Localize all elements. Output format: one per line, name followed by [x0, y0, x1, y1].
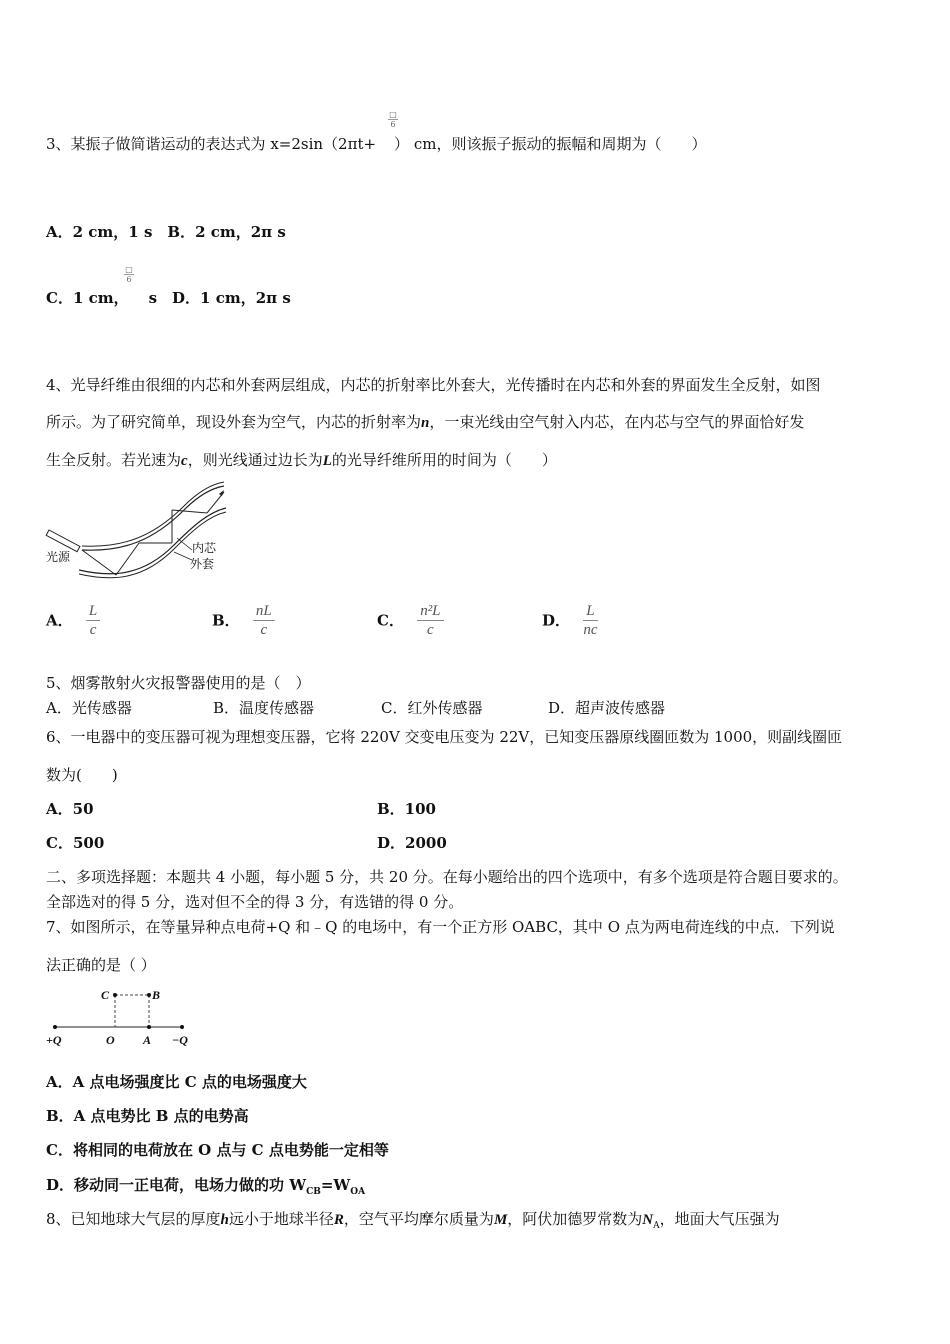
question-4-option-b	[212, 602, 275, 639]
label-minus-q: −Q	[172, 1033, 188, 1047]
figure-label-core: 内芯	[192, 541, 217, 555]
question-4-option-a	[46, 602, 100, 639]
stem-text: ，则光线通过边长为	[187, 451, 323, 469]
stem-text: ，空气平均摩尔质量为	[343, 1210, 494, 1228]
fraction-numerator: □	[389, 110, 397, 119]
fraction-denominator: 6	[126, 275, 132, 284]
fraction-denominator: c	[427, 622, 434, 638]
stem-text: ，阿伏加德罗常数为	[507, 1210, 643, 1228]
fraction-pi-over-6	[388, 110, 398, 129]
variable-l: L	[322, 453, 332, 469]
option-letter: A．	[46, 611, 73, 630]
question-7-line-1: 7、如图所示，在等量异种点电荷+Q 和﹣Q 的电场中，有一个正方形 OABC，其中 O 点为两电荷连线的中点．下列说	[46, 918, 835, 936]
fraction-denominator: c	[260, 622, 268, 638]
option-c-text: C．1 cm，	[46, 289, 129, 307]
question-6-option-c: C．500	[46, 834, 105, 852]
question-7-option-b: B．A 点电势比 B 点的电势高	[46, 1107, 249, 1125]
stem-text: 3、某振子做简谐运动的表达式为 x=2sin（2πt+	[46, 135, 377, 153]
stem-text: 远小于地球半径	[228, 1210, 334, 1228]
variable-m: M	[493, 1212, 508, 1228]
fraction-numerator: L	[86, 602, 100, 621]
question-6-option-b: B．100	[377, 800, 436, 818]
stem-text: ，一束光线由空气射入内芯，在内芯与空气的界面恰好发	[429, 413, 805, 431]
stem-text: 生全反射。若光速为	[46, 451, 182, 469]
fraction-denominator: 6	[390, 120, 396, 129]
question-7-option-d	[46, 1175, 365, 1202]
stem-text: ） cm，则该振子振动的振幅和周期为（ ）	[394, 135, 707, 153]
subscript-oa: OA	[350, 1187, 366, 1197]
fraction-numerator: n²L	[417, 602, 443, 621]
subscript-a: A	[653, 1221, 660, 1231]
variable-h: h	[220, 1212, 229, 1228]
question-8-line-1	[46, 1209, 780, 1236]
section-2-heading-line-2: 全部选对的得 5 分，选对但不全的得 3 分，有选错的得 0 分。	[46, 893, 464, 911]
stem-text: ，地面大气压强为	[659, 1210, 780, 1228]
option-letter: C．	[377, 611, 404, 630]
stem-text: 所示。为了研究简单，现设外套为空气，内芯的折射率为	[46, 413, 422, 431]
question-6-option-d: D．2000	[377, 834, 447, 852]
question-4-option-d	[542, 602, 598, 639]
question-7-option-c: C．将相同的电荷放在 O 点与 C 点电势能一定相等	[46, 1141, 389, 1159]
question-5-option-c: C．红外传感器	[381, 699, 483, 717]
stem-text: 的光导纤维所用的时间为（ ）	[331, 451, 557, 469]
figure-label-light-source: 光源	[46, 550, 71, 564]
section-2-heading-line-1: 二、多项选择题：本题共 4 小题，每小题 5 分，共 20 分。在每小题给出的四个选项中，有多个选项是符合题目要求的。	[46, 868, 848, 886]
fraction-denominator: nc	[583, 622, 598, 638]
label-point-a: A	[143, 1033, 152, 1047]
label-point-o: O	[106, 1033, 115, 1047]
question-6-line-2: 数为( )	[46, 766, 118, 784]
question-5-stem: 5、烟雾散射火灾报警器使用的是（ ）	[46, 674, 311, 692]
question-7-line-2: 法正确的是（ ）	[46, 956, 156, 974]
fraction-numerator: □	[125, 265, 133, 274]
fraction-numerator: L	[583, 602, 597, 621]
question-5-option-b: B．温度传感器	[213, 699, 315, 717]
variable-n: n	[421, 415, 430, 431]
question-3-options-ab: A．2 cm，1 s B．2 cm，2π s	[46, 223, 286, 241]
fraction	[583, 602, 597, 639]
fraction	[253, 602, 275, 639]
subscript-cb: CB	[306, 1187, 321, 1197]
option-letter: D．	[542, 611, 571, 630]
question-6-line-1: 6、一电器中的变压器可视为理想变压器，它将 220V 交变电压变为 22V，已知变压器原线圈匝数为 1000，则副线圈匝	[46, 728, 843, 746]
variable-n-a: N	[642, 1212, 654, 1228]
question-4-line-3	[46, 450, 557, 471]
fraction-pi-over-6	[124, 265, 134, 284]
label-point-c: C	[101, 988, 110, 1002]
stem-text: 8、已知地球大气层的厚度	[46, 1210, 221, 1228]
question-5-option-d: D．超声波传感器	[548, 699, 666, 717]
question-5-option-a: A．光传感器	[46, 699, 132, 717]
variable-c: c	[181, 453, 188, 469]
option-letter: B．	[212, 611, 240, 630]
label-plus-q: +Q	[46, 1033, 62, 1047]
question-7-option-a: A．A 点电场强度比 C 点的电场强度大	[46, 1073, 307, 1091]
label-point-b: B	[152, 988, 161, 1002]
option-text: D．移动同一正电荷，电场力做的功 W	[46, 1176, 307, 1194]
question-6-option-a: A．50	[46, 800, 94, 818]
option-text: =W	[320, 1176, 351, 1194]
question-3-options-cd	[46, 288, 291, 308]
fraction	[86, 602, 100, 639]
figure-label-cladding: 外套	[190, 557, 215, 571]
question-4-line-1: 4、光导纤维由很细的内芯和外套两层组成，内芯的折射率比外套大，光传播时在内芯和外套的界面发生全反射，如图	[46, 376, 821, 394]
fraction-denominator: c	[89, 622, 97, 638]
variable-r: R	[333, 1212, 344, 1228]
option-d-text: s D．1 cm，2π s	[148, 289, 291, 307]
fraction	[417, 602, 443, 639]
question-3-stem	[46, 134, 706, 154]
question-4-option-c	[377, 602, 444, 639]
fraction-numerator: nL	[253, 602, 275, 621]
question-4-line-2	[46, 412, 804, 433]
